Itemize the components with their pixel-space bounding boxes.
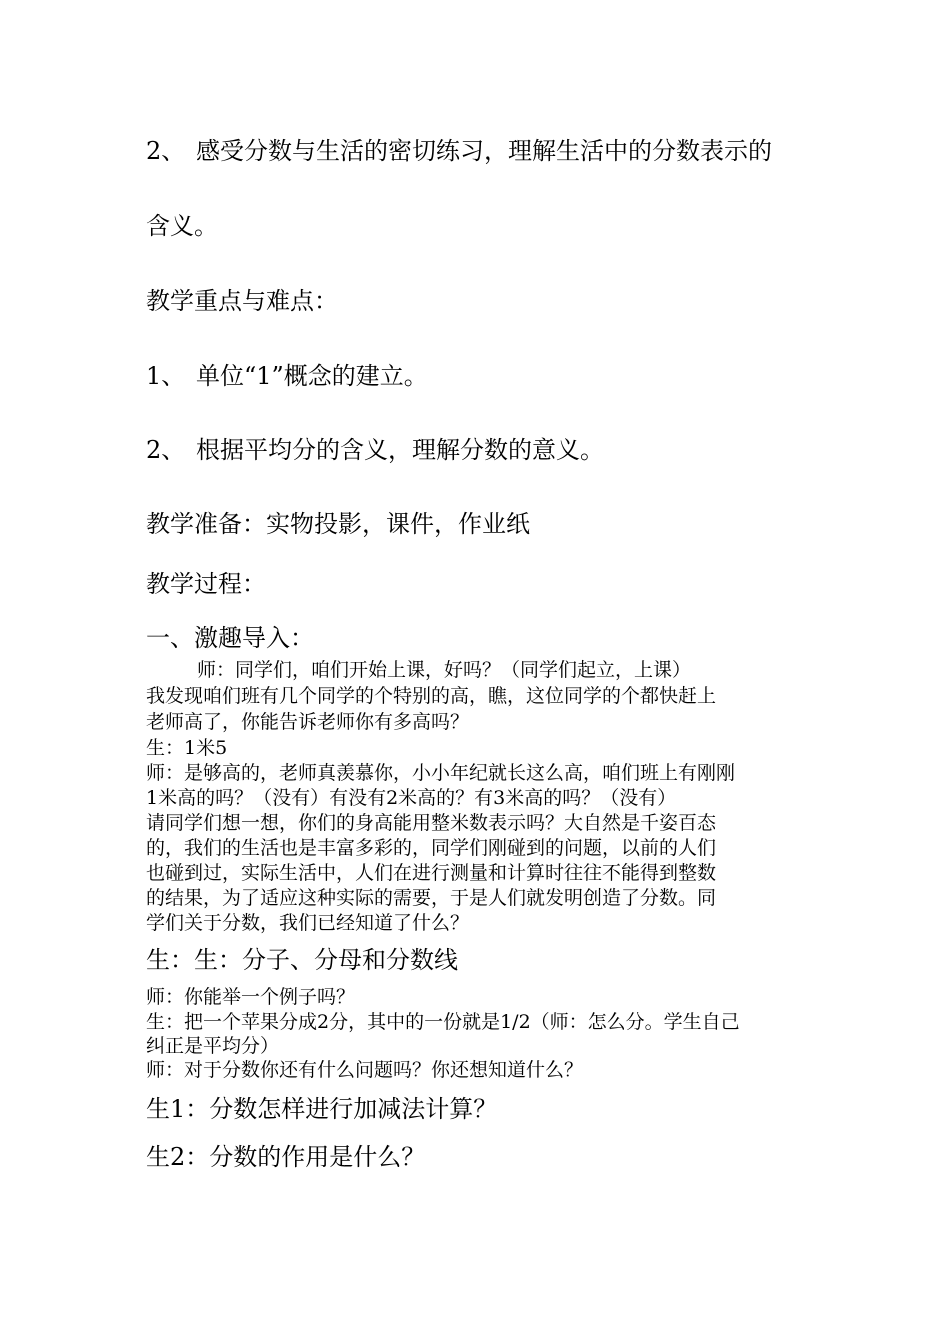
dialogue-teacher-2-line-1: 师：是够高的，老师真羡慕你，小小年纪就长这么高，咱们班上有刚刚 xyxy=(146,762,736,784)
dialogue-student-2: 生：生：分子、分母和分数线 xyxy=(146,946,458,974)
goal-item-2-number: 2、 xyxy=(146,137,186,165)
dialogue-student-4: 生1：分数怎样进行加减法计算？ xyxy=(146,1095,498,1123)
dialogue-student-1: 生：1米5 xyxy=(146,737,228,759)
dialogue-student-3-line-1: 生：把一个苹果分成2分，其中的一份就是1/2（师：怎么分。学生自己 xyxy=(146,1011,740,1033)
dialogue-teacher-3-line-5: 学们关于分数，我们已经知道了什么？ xyxy=(146,912,470,934)
dialogue-teacher-5: 师：对于分数你还有什么问题吗？你还想知道什么？ xyxy=(146,1059,584,1081)
dialogue-student-3-line-2: 纠正是平均分） xyxy=(146,1035,280,1057)
key-point-item-2-text: 根据平均分的含义，理解分数的意义。 xyxy=(196,436,604,464)
goal-item-2-continuation: 含义。 xyxy=(146,212,218,240)
dialogue-teacher-3-line-3: 也碰到过，实际生活中，人们在进行测量和计算时往往不能得到整数 xyxy=(146,862,717,884)
dialogue-teacher-2-line-2: 1米高的吗？（没有）有没有2米高的？有3米高的吗？（没有） xyxy=(146,787,677,809)
dialogue-teacher-3-line-4: 的结果，为了适应这种实际的需要，于是人们就发明创造了分数。同 xyxy=(146,887,717,909)
dialogue-teacher-3-line-1: 请同学们想一想，你们的身高能用整米数表示吗？大自然是千姿百态 xyxy=(146,812,717,834)
preparation-line: 教学准备：实物投影，课件，作业纸 xyxy=(146,510,530,538)
key-point-item-2-number: 2、 xyxy=(146,436,186,464)
goal-item-2 xyxy=(146,139,772,163)
dialogue-teacher-1-line-3: 老师高了，你能告诉老师你有多高吗？ xyxy=(146,711,470,733)
dialogue-teacher-3-line-2: 的，我们的生活也是丰富多彩的，同学们刚碰到的问题，以前的人们 xyxy=(146,837,717,859)
key-point-item-1-text: 单位“1”概念的建立。 xyxy=(196,362,428,390)
goal-item-2-text: 感受分数与生活的密切练习，理解生活中的分数表示的 xyxy=(196,137,772,165)
process-heading: 教学过程： xyxy=(146,570,266,598)
key-point-item-1-number: 1、 xyxy=(146,362,186,390)
key-points-heading: 教学重点与难点： xyxy=(146,287,338,315)
dialogue-teacher-4: 师：你能举一个例子吗？ xyxy=(146,986,356,1008)
key-point-item-2 xyxy=(146,438,604,462)
key-point-item-1 xyxy=(146,364,428,388)
dialogue-teacher-1-line-1: 师：同学们，咱们开始上课，好吗？（同学们起立，上课） xyxy=(197,659,692,681)
dialogue-teacher-1-line-2: 我发现咱们班有几个同学的个特别的高，瞧，这位同学的个都快赶上 xyxy=(146,685,717,707)
section-1-heading: 一、激趣导入： xyxy=(146,624,314,652)
dialogue-student-5: 生2：分数的作用是什么？ xyxy=(146,1143,426,1171)
